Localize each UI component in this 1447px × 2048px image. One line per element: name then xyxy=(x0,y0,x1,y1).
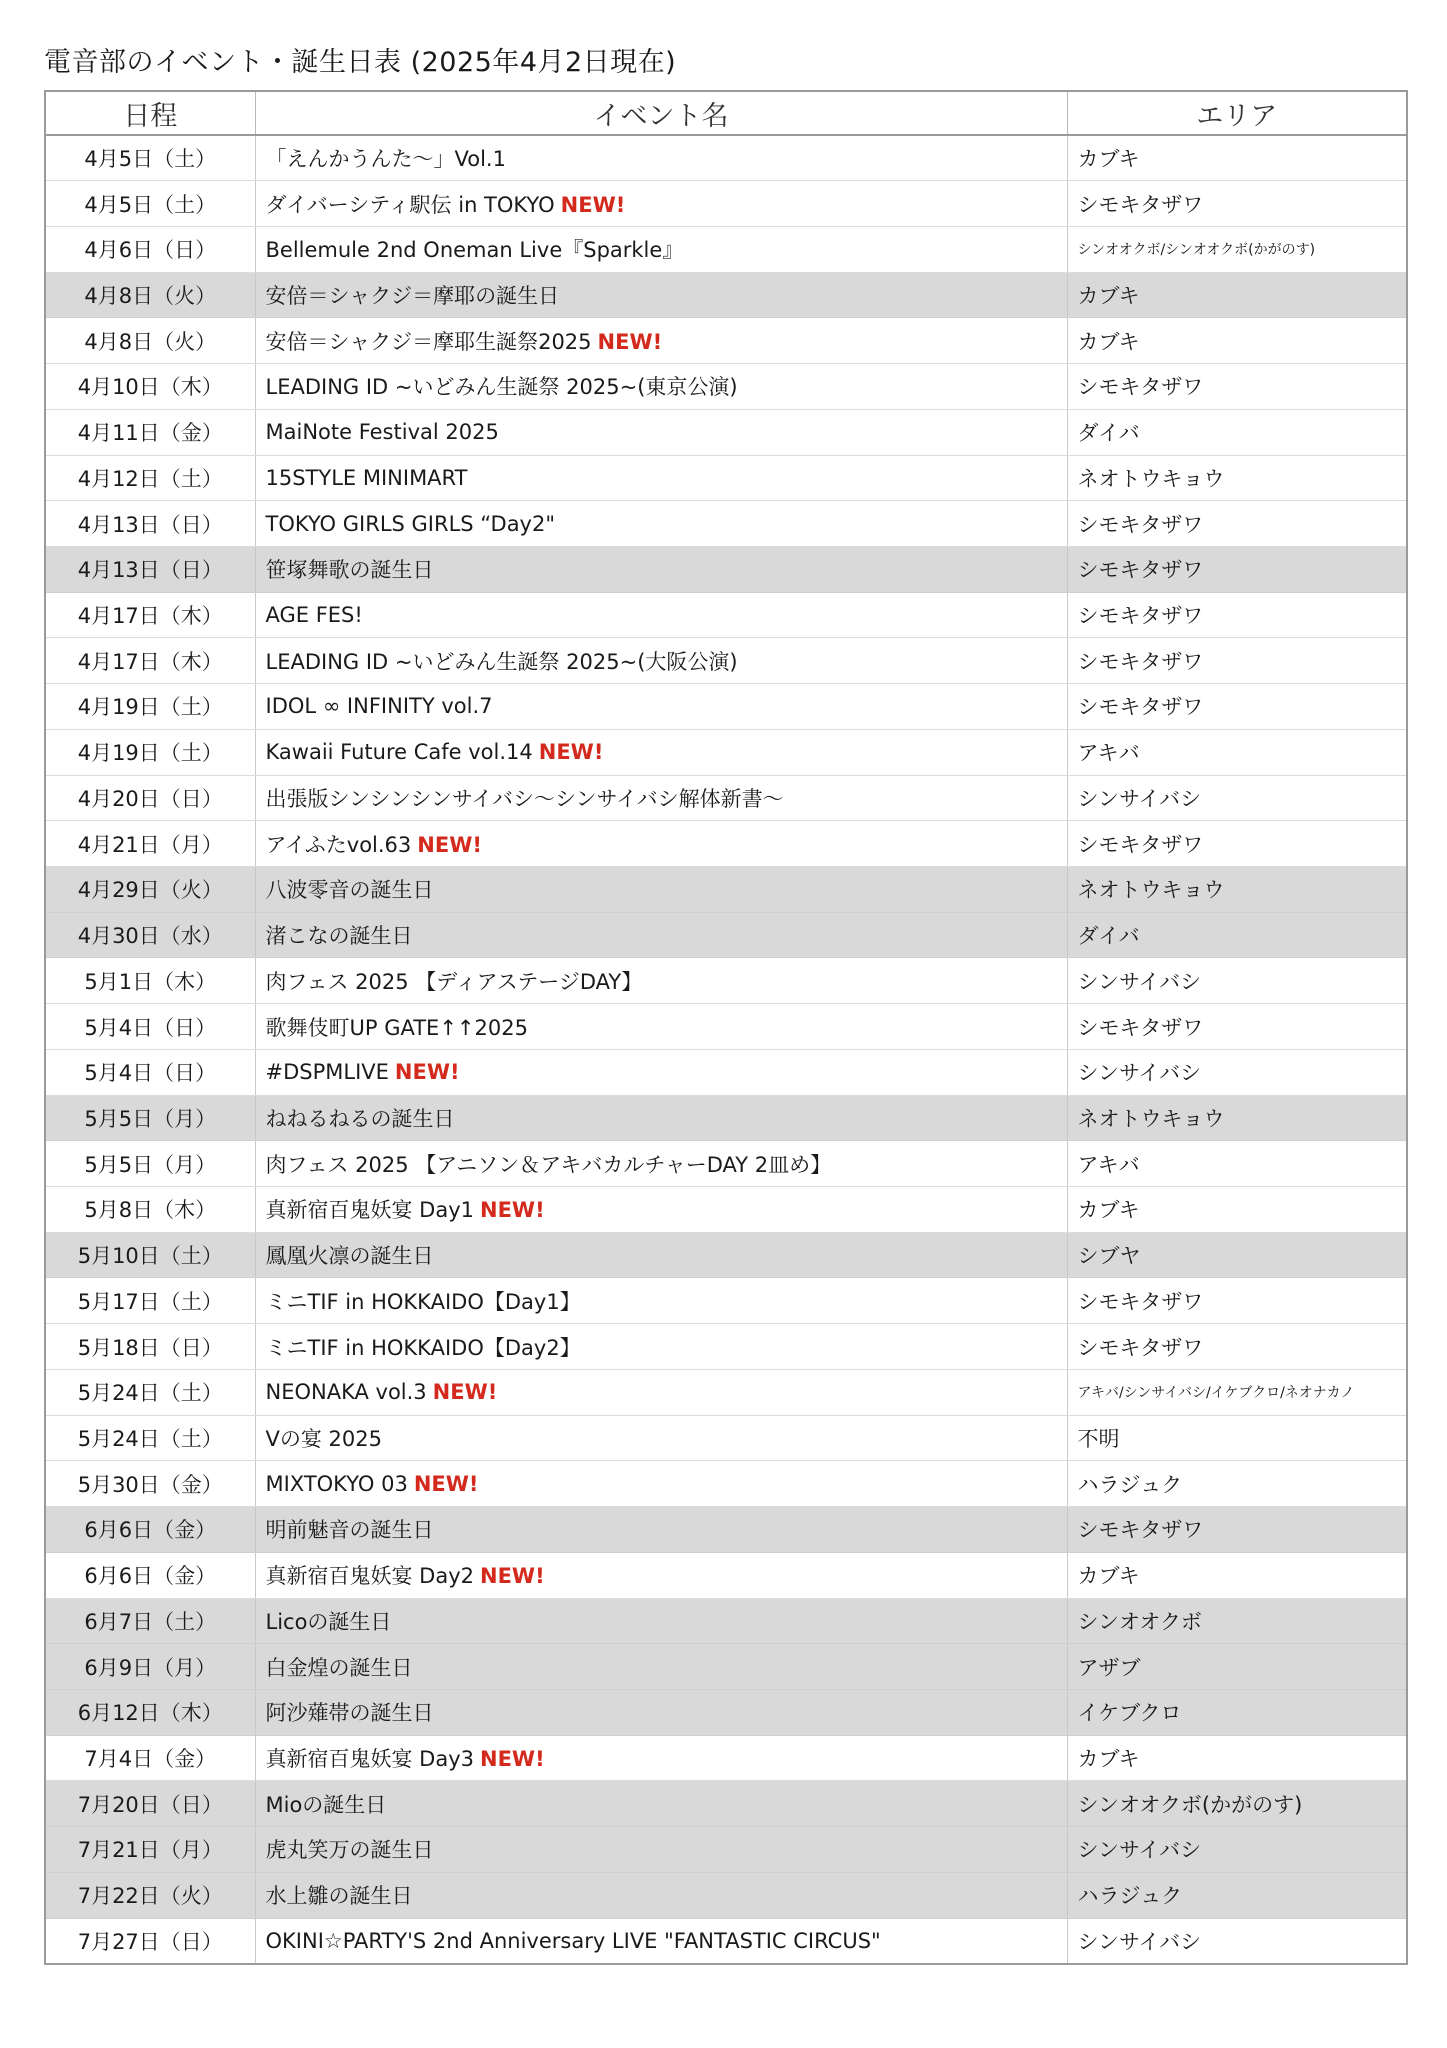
cell-date: 6月6日（金） xyxy=(45,1507,255,1553)
table-row xyxy=(45,135,1407,181)
cell-date: 5月5日（月） xyxy=(45,1141,255,1187)
cell-event xyxy=(255,592,1067,638)
event-name: 明前魅音の誕生日 xyxy=(265,1518,434,1543)
event-name: 15STYLE MINIMART xyxy=(265,465,468,490)
new-badge: NEW! xyxy=(480,1564,545,1589)
event-schedule-table xyxy=(44,90,1408,1965)
event-name: 虎丸笑万の誕生日 xyxy=(265,1838,434,1863)
table-row xyxy=(45,1187,1407,1233)
new-badge: NEW! xyxy=(480,1747,545,1772)
cell-date: 5月1日（木） xyxy=(45,958,255,1004)
cell-event xyxy=(255,1324,1067,1370)
header-row xyxy=(45,91,1407,135)
cell-event xyxy=(255,638,1067,684)
event-name: Vの宴 2025 xyxy=(265,1426,382,1451)
cell-area: ネオトウキョウ xyxy=(1067,455,1407,501)
cell-area: シンサイバシ xyxy=(1067,1827,1407,1873)
cell-area: シンサイバシ xyxy=(1067,775,1407,821)
cell-event xyxy=(255,1552,1067,1598)
table-row xyxy=(45,181,1407,227)
new-badge: NEW! xyxy=(394,1060,460,1085)
cell-area: カブキ xyxy=(1067,318,1407,364)
cell-date: 4月30日（水） xyxy=(45,912,255,958)
cell-area: シンサイバシ xyxy=(1067,1049,1407,1095)
event-name: Bellemule 2nd Oneman Live『Sparkle』 xyxy=(265,238,684,263)
cell-area: シモキタザワ xyxy=(1067,364,1407,410)
cell-event xyxy=(255,1232,1067,1278)
table-row-birthday xyxy=(45,1598,1407,1644)
event-name: 八波零音の誕生日 xyxy=(265,878,434,903)
cell-date: 5月8日（木） xyxy=(45,1187,255,1233)
table-row-birthday xyxy=(45,1232,1407,1278)
cell-area: カブキ xyxy=(1067,135,1407,181)
event-name: 白金煌の誕生日 xyxy=(265,1655,413,1680)
event-name: ミニTIF in HOKKAIDO【Day1】 xyxy=(265,1289,581,1314)
cell-area: 不明 xyxy=(1067,1415,1407,1461)
event-name: Mioの誕生日 xyxy=(265,1792,387,1817)
table-row xyxy=(45,1369,1407,1415)
table-row xyxy=(45,958,1407,1004)
cell-area: アキバ xyxy=(1067,1141,1407,1187)
cell-date: 4月19日（土） xyxy=(45,684,255,730)
event-name: 肉フェス 2025 【ディアステージDAY】 xyxy=(265,969,643,994)
cell-date: 5月10日（土） xyxy=(45,1232,255,1278)
cell-event xyxy=(255,821,1067,867)
table-row-birthday xyxy=(45,272,1407,318)
cell-date: 4月13日（日） xyxy=(45,501,255,547)
cell-event xyxy=(255,1369,1067,1415)
cell-date: 4月17日（木） xyxy=(45,638,255,684)
cell-area: ハラジュク xyxy=(1067,1872,1407,1918)
cell-area: シブヤ xyxy=(1067,1232,1407,1278)
cell-area: イケブクロ xyxy=(1067,1689,1407,1735)
event-name: ミニTIF in HOKKAIDO【Day2】 xyxy=(265,1335,581,1360)
cell-area: シモキタザワ xyxy=(1067,1004,1407,1050)
cell-event xyxy=(255,1827,1067,1873)
cell-event xyxy=(255,1141,1067,1187)
cell-area: アキバ/シンサイバシ/イケブクロ/ネオナカノ xyxy=(1067,1369,1407,1415)
cell-date: 4月12日（土） xyxy=(45,455,255,501)
table-row-birthday xyxy=(45,1689,1407,1735)
cell-event xyxy=(255,1095,1067,1141)
cell-event xyxy=(255,135,1067,181)
cell-event xyxy=(255,1278,1067,1324)
event-name: 真新宿百鬼妖宴 Day2 xyxy=(265,1564,475,1589)
new-badge: NEW! xyxy=(432,1380,498,1405)
cell-event xyxy=(255,1872,1067,1918)
table-row-birthday xyxy=(45,867,1407,913)
cell-date: 4月6日（日） xyxy=(45,226,255,272)
event-name: NEONAKA vol.3 xyxy=(265,1380,427,1405)
cell-event xyxy=(255,1918,1067,1964)
cell-event xyxy=(255,364,1067,410)
event-name: 肉フェス 2025 【アニソン＆アキバカルチャーDAY 2皿め】 xyxy=(265,1152,832,1177)
cell-area: シモキタザワ xyxy=(1067,1278,1407,1324)
cell-area: カブキ xyxy=(1067,1552,1407,1598)
event-name: 歌舞伎町UP GATE↑↑2025 xyxy=(265,1015,528,1040)
table-row xyxy=(45,1735,1407,1781)
cell-date: 4月5日（土） xyxy=(45,181,255,227)
event-name: ダイバーシティ駅伝 in TOKYO xyxy=(265,192,555,217)
table-row xyxy=(45,684,1407,730)
new-badge: NEW! xyxy=(538,740,604,765)
cell-area: シンオオクボ/シンオオクボ(かがのす) xyxy=(1067,226,1407,272)
event-name: アイふたvol.63 xyxy=(265,832,412,857)
table-row-birthday xyxy=(45,1827,1407,1873)
event-name: 安倍＝シャクジ＝摩耶生誕祭2025 xyxy=(265,329,592,354)
cell-event xyxy=(255,272,1067,318)
cell-date: 4月10日（木） xyxy=(45,364,255,410)
cell-event xyxy=(255,1735,1067,1781)
new-badge: NEW! xyxy=(413,1471,479,1496)
cell-area: シモキタザワ xyxy=(1067,821,1407,867)
cell-date: 4月29日（火） xyxy=(45,867,255,913)
table-row-birthday xyxy=(45,1095,1407,1141)
cell-date: 4月8日（火） xyxy=(45,272,255,318)
cell-area: ネオトウキョウ xyxy=(1067,1095,1407,1141)
cell-date: 4月13日（日） xyxy=(45,546,255,592)
cell-area: シンサイバシ xyxy=(1077,1929,1202,1954)
cell-date: 5月4日（日） xyxy=(45,1004,255,1050)
table-header xyxy=(45,91,1407,135)
cell-date: 5月5日（月） xyxy=(45,1095,255,1141)
table-row xyxy=(45,455,1407,501)
cell-date: 4月8日（火） xyxy=(45,318,255,364)
table-row-birthday xyxy=(45,1644,1407,1690)
new-badge: NEW! xyxy=(560,192,626,217)
cell-date: 5月24日（土） xyxy=(45,1369,255,1415)
table-row xyxy=(45,729,1407,775)
cell-event xyxy=(255,912,1067,958)
event-name: TOKYO GIRLS GIRLS “Day2" xyxy=(265,511,556,536)
table-row xyxy=(45,226,1407,272)
cell-event xyxy=(255,1049,1067,1095)
cell-date: 4月20日（日） xyxy=(45,775,255,821)
event-name: 阿沙薙帯の誕生日 xyxy=(265,1701,434,1726)
cell-event xyxy=(255,1461,1067,1507)
table-row-birthday xyxy=(45,546,1407,592)
table-row-birthday xyxy=(45,912,1407,958)
cell-date: 5月17日（土） xyxy=(45,1278,255,1324)
table-row xyxy=(45,1141,1407,1187)
cell-date: 7月22日（火） xyxy=(45,1872,255,1918)
event-name: 真新宿百鬼妖宴 Day3 xyxy=(265,1747,475,1772)
cell-event xyxy=(255,455,1067,501)
table-row xyxy=(45,1461,1407,1507)
cell-date: 4月19日（土） xyxy=(45,729,255,775)
cell-event xyxy=(255,318,1067,364)
cell-event xyxy=(255,1598,1067,1644)
event-name: AGE FES! xyxy=(265,603,363,628)
table-row xyxy=(45,1415,1407,1461)
cell-date: 6月9日（月） xyxy=(45,1644,255,1690)
cell-date: 6月6日（金） xyxy=(45,1552,255,1598)
cell-date: 5月30日（金） xyxy=(45,1461,255,1507)
table-row xyxy=(45,1004,1407,1050)
cell-area: カブキ xyxy=(1067,1187,1407,1233)
cell-area: カブキ xyxy=(1067,1735,1407,1781)
table-row xyxy=(45,1918,1407,1964)
cell-date: 4月5日（土） xyxy=(45,135,255,181)
event-name: 安倍＝シャクジ＝摩耶の誕生日 xyxy=(265,284,560,309)
table-row xyxy=(45,409,1407,455)
cell-date: 4月11日（金） xyxy=(45,409,255,455)
cell-event xyxy=(255,501,1067,547)
event-name: ねねるねるの誕生日 xyxy=(265,1106,455,1131)
table-row xyxy=(45,775,1407,821)
cell-area: ダイバ xyxy=(1067,409,1407,455)
cell-event xyxy=(255,181,1067,227)
event-name: 鳳凰火凛の誕生日 xyxy=(265,1244,434,1269)
column-header-event: イベント名 xyxy=(255,91,1067,135)
cell-event xyxy=(255,867,1067,913)
cell-area: シモキタザワ xyxy=(1067,501,1407,547)
cell-event xyxy=(255,1187,1067,1233)
cell-event xyxy=(255,1781,1067,1827)
cell-event xyxy=(255,1415,1067,1461)
event-name: 真新宿百鬼妖宴 Day1 xyxy=(265,1198,475,1223)
cell-event xyxy=(255,1689,1067,1735)
cell-area: シモキタザワ xyxy=(1067,684,1407,730)
cell-date: 5月24日（土） xyxy=(45,1415,255,1461)
table-row xyxy=(45,1049,1407,1095)
table-body xyxy=(45,135,1407,1964)
new-badge: NEW! xyxy=(597,329,663,354)
table-row xyxy=(45,638,1407,684)
cell-event xyxy=(255,546,1067,592)
cell-event xyxy=(255,1004,1067,1050)
cell-area: カブキ xyxy=(1067,272,1407,318)
cell-event xyxy=(255,775,1067,821)
table-row xyxy=(45,1552,1407,1598)
cell-area: シンサイバシ xyxy=(1067,958,1407,1004)
cell-area: シモキタザワ xyxy=(1067,1507,1407,1553)
table-row xyxy=(45,364,1407,410)
table-row xyxy=(45,318,1407,364)
cell-area: シモキタザワ xyxy=(1067,1324,1407,1370)
table-row xyxy=(45,821,1407,867)
new-badge: NEW! xyxy=(417,832,482,857)
event-name: 水上雛の誕生日 xyxy=(265,1884,413,1909)
table-row-birthday xyxy=(45,1781,1407,1827)
event-name: Licoの誕生日 xyxy=(265,1609,392,1634)
cell-area: シモキタザワ xyxy=(1067,592,1407,638)
cell-event xyxy=(255,1507,1067,1553)
cell-date: 7月4日（金） xyxy=(45,1735,255,1781)
cell-area: シンオオクボ xyxy=(1067,1598,1407,1644)
cell-area: シモキタザワ xyxy=(1067,181,1407,227)
event-name: MIXTOKYO 03 xyxy=(265,1471,408,1496)
event-name: OKINI☆PARTY'S 2nd Anniversary LIVE "FANTASTIC CIRCUS" xyxy=(265,1928,881,1953)
cell-date: 6月7日（土） xyxy=(45,1598,255,1644)
event-name: Kawaii Future Cafe vol.14 xyxy=(265,740,533,765)
cell-area: ハラジュク xyxy=(1067,1461,1407,1507)
table-row xyxy=(45,1278,1407,1324)
cell-date: 4月17日（木） xyxy=(45,592,255,638)
cell-area: シモキタザワ xyxy=(1067,638,1407,684)
cell-event xyxy=(255,1644,1067,1690)
cell-date: 7月20日（日） xyxy=(45,1781,255,1827)
event-name: #DSPMLIVE xyxy=(265,1060,389,1085)
cell-date: 5月18日（日） xyxy=(45,1324,255,1370)
event-name: MaiNote Festival 2025 xyxy=(265,420,499,445)
table-row xyxy=(45,1324,1407,1370)
column-header-area: エリア xyxy=(1067,91,1407,135)
cell-area: アザブ xyxy=(1067,1644,1407,1690)
cell-event xyxy=(255,684,1067,730)
cell-area: アキバ xyxy=(1067,729,1407,775)
event-name: IDOL ∞ INFINITY vol.7 xyxy=(265,694,493,719)
cell-event xyxy=(255,409,1067,455)
cell-event xyxy=(255,226,1067,272)
table-row-birthday xyxy=(45,1507,1407,1553)
cell-area: ダイバ xyxy=(1067,912,1407,958)
table-row xyxy=(45,592,1407,638)
cell-date: 6月12日（木） xyxy=(45,1689,255,1735)
event-name: 出張版シンシンシンサイバシ〜シンサイバシ解体新書〜 xyxy=(265,786,784,811)
cell-area: シモキタザワ xyxy=(1067,546,1407,592)
cell-event xyxy=(255,729,1067,775)
event-name: 「えんかうんた〜」Vol.1 xyxy=(265,147,506,172)
cell-area: ネオトウキョウ xyxy=(1067,867,1407,913)
table-row-birthday xyxy=(45,1872,1407,1918)
event-name: LEADING ID ~いどみん生誕祭 2025~(東京公演) xyxy=(265,375,738,400)
cell-area: シンオオクボ(かがのす) xyxy=(1067,1781,1407,1827)
new-badge: NEW! xyxy=(480,1198,545,1223)
page-title: 電音部のイベント・誕生日表 (2025年4月2日現在) xyxy=(44,47,677,78)
cell-event xyxy=(255,958,1067,1004)
cell-date: 7月27日（日） xyxy=(45,1918,255,1964)
column-header-date: 日程 xyxy=(45,91,255,135)
cell-date: 7月21日（月） xyxy=(45,1827,255,1873)
event-name: 笹塚舞歌の誕生日 xyxy=(265,558,434,583)
event-name: 渚こなの誕生日 xyxy=(265,924,413,949)
cell-date: 5月4日（日） xyxy=(45,1049,255,1095)
cell-date: 4月21日（月） xyxy=(45,821,255,867)
table-row xyxy=(45,501,1407,547)
event-name: LEADING ID ~いどみん生誕祭 2025~(大阪公演) xyxy=(265,649,738,674)
